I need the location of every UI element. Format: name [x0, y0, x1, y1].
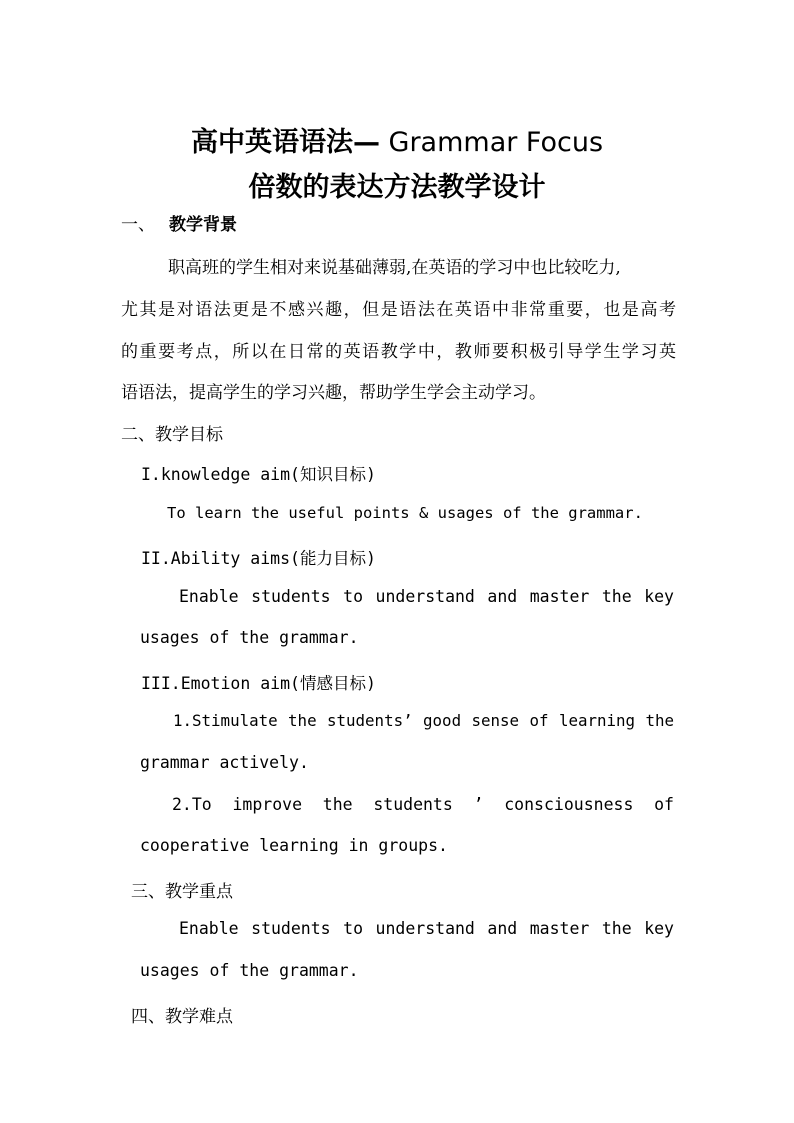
- aim3-item2-line-2: cooperative learning in groups.: [140, 836, 448, 855]
- section4-heading: 四、教学难点: [131, 1007, 233, 1027]
- title-english: Grammar Focus: [379, 127, 604, 158]
- aim2-heading: II.Ability aims(能力目标): [141, 549, 376, 568]
- section3-line-2: usages of the grammar.: [140, 961, 359, 980]
- aim1-heading: I.knowledge aim(知识目标): [141, 465, 376, 484]
- section1-line-3: 的重要考点，所以在日常的英语教学中，教师要积极引导学生学习英: [121, 342, 676, 362]
- section1-line-4: 语语法，提高学生的学习兴趣，帮助学生学会主动学习。: [121, 383, 546, 403]
- aim2-line-1: Enable students to understand and master the key: [179, 587, 674, 606]
- section3-heading: 三、教学重点: [131, 882, 233, 902]
- section1-heading: 教学背景: [169, 215, 237, 235]
- section2-heading: 二、教学目标: [121, 425, 223, 445]
- aim3-heading: III.Emotion aim(情感目标): [141, 674, 376, 693]
- aim1-text: To learn the useful points & usages of the grammar.: [167, 504, 643, 522]
- title-line-1: [0, 120, 794, 159]
- aim2-line-2: usages of the grammar.: [140, 628, 359, 647]
- section1-line-1: 职高班的学生相对来说基础薄弱,在英语的学习中也比较吃力,: [168, 258, 621, 278]
- section1-line-2: 尤其是对语法更是不感兴趣，但是语法在英语中非常重要，也是高考: [121, 300, 676, 320]
- aim3-item1-line-1: 1.Stimulate the students’ good sense of learning the: [173, 711, 674, 730]
- section3-line-1: Enable students to understand and master the key: [179, 919, 674, 938]
- title-chinese: 高中英语语法—: [190, 127, 380, 158]
- title-line-2: 倍数的表达方法教学设计: [248, 172, 546, 203]
- aim3-item2-line-1: 2.To improve the students ’ consciousness of: [172, 795, 674, 814]
- section1-number: 一、: [121, 215, 155, 235]
- aim3-item1-line-2: grammar actively.: [140, 753, 309, 772]
